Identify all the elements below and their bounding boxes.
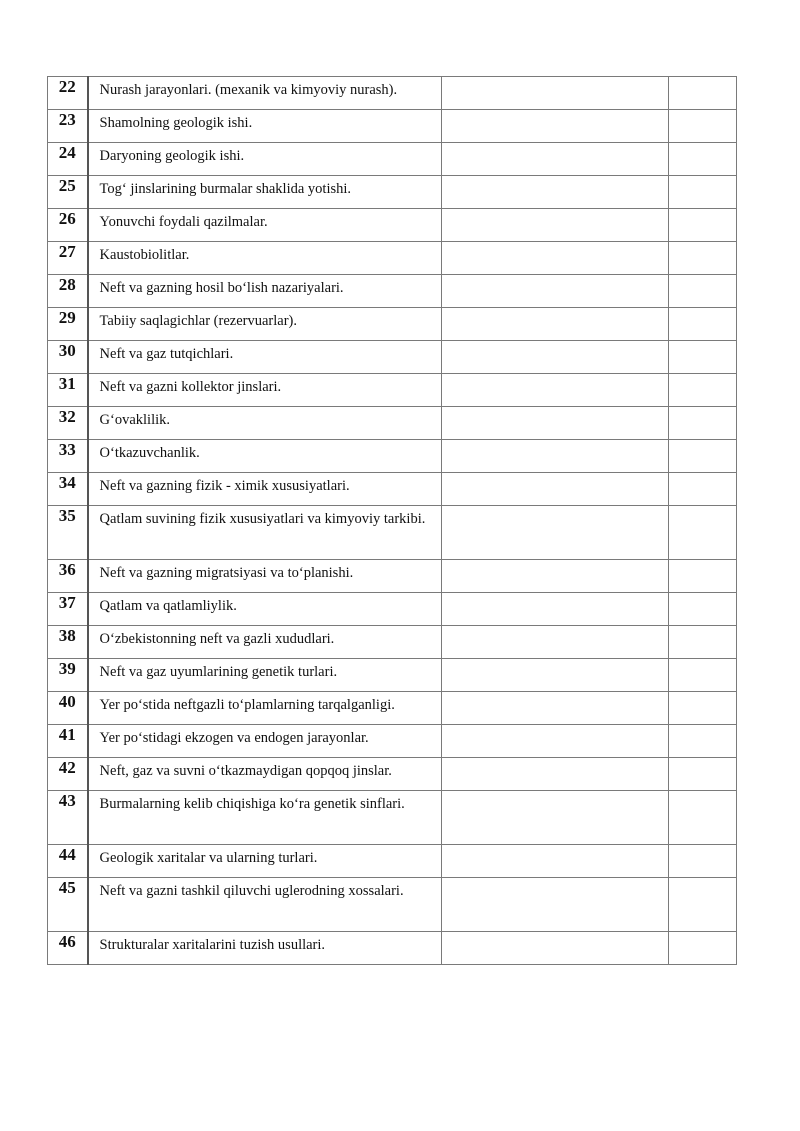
empty-cell: [441, 758, 668, 791]
empty-cell: [668, 176, 736, 209]
table-row: [48, 407, 737, 440]
empty-cell: [441, 440, 668, 473]
row-number: 35: [48, 506, 88, 560]
table-row: [48, 77, 737, 110]
row-number: 44: [48, 845, 88, 878]
topic-text: Neft va gaz tutqichlari.: [88, 341, 442, 374]
row-number: 34: [48, 473, 88, 506]
row-number: 41: [48, 725, 88, 758]
empty-cell: [441, 659, 668, 692]
empty-cell: [668, 878, 736, 932]
row-number: 32: [48, 407, 88, 440]
empty-cell: [441, 341, 668, 374]
empty-cell: [441, 308, 668, 341]
empty-cell: [668, 143, 736, 176]
table-row: [48, 209, 737, 242]
topic-text: Tabiiy saqlagichlar (rezervuarlar).: [88, 308, 442, 341]
row-number: 40: [48, 692, 88, 725]
topic-text: Kaustobiolitlar.: [88, 242, 442, 275]
empty-cell: [668, 308, 736, 341]
topic-text: Burmalarning kelib chiqishiga ko‘ra genetik sinflari.: [88, 791, 442, 845]
empty-cell: [441, 593, 668, 626]
table-row: [48, 659, 737, 692]
table-row: [48, 506, 737, 560]
row-number: 45: [48, 878, 88, 932]
topic-text: Daryoning geologik ishi.: [88, 143, 442, 176]
row-number: 38: [48, 626, 88, 659]
table-row: [48, 242, 737, 275]
empty-cell: [441, 407, 668, 440]
row-number: 36: [48, 560, 88, 593]
topic-text: Neft va gazning migratsiyasi va to‘planishi.: [88, 560, 442, 593]
empty-cell: [668, 209, 736, 242]
row-number: 43: [48, 791, 88, 845]
topic-text: Yonuvchi foydali qazilmalar.: [88, 209, 442, 242]
empty-cell: [441, 725, 668, 758]
table-row: [48, 845, 737, 878]
topic-text: Neft va gazni tashkil qiluvchi uglerodning xossalari.: [88, 878, 442, 932]
row-number: 24: [48, 143, 88, 176]
table-row: [48, 692, 737, 725]
table-row: [48, 275, 737, 308]
empty-cell: [668, 791, 736, 845]
topic-text: Neft va gazning fizik - ximik xususiyatlari.: [88, 473, 442, 506]
empty-cell: [441, 560, 668, 593]
topics-table: [47, 76, 737, 965]
empty-cell: [668, 593, 736, 626]
row-number: 23: [48, 110, 88, 143]
empty-cell: [441, 473, 668, 506]
empty-cell: [441, 176, 668, 209]
row-number: 25: [48, 176, 88, 209]
row-number: 46: [48, 932, 88, 965]
empty-cell: [441, 878, 668, 932]
topic-text: O‘tkazuvchanlik.: [88, 440, 442, 473]
empty-cell: [668, 506, 736, 560]
table-row: [48, 560, 737, 593]
empty-cell: [668, 473, 736, 506]
topic-text: Nurash jarayonlari. (mexanik va kimyoviy nurash).: [88, 77, 442, 110]
topic-text: G‘ovaklilik.: [88, 407, 442, 440]
empty-cell: [668, 374, 736, 407]
row-number: 22: [48, 77, 88, 110]
empty-cell: [441, 77, 668, 110]
empty-cell: [441, 209, 668, 242]
table-row: [48, 341, 737, 374]
table-row: [48, 374, 737, 407]
empty-cell: [668, 560, 736, 593]
empty-cell: [668, 659, 736, 692]
empty-cell: [441, 932, 668, 965]
topic-text: Neft va gaz uyumlarining genetik turlari.: [88, 659, 442, 692]
empty-cell: [668, 692, 736, 725]
table-row: [48, 593, 737, 626]
topic-text: Neft, gaz va suvni o‘tkazmaydigan qopqoq jinslar.: [88, 758, 442, 791]
topic-text: Yer po‘stidagi ekzogen va endogen jarayonlar.: [88, 725, 442, 758]
row-number: 42: [48, 758, 88, 791]
row-number: 39: [48, 659, 88, 692]
empty-cell: [668, 845, 736, 878]
topic-text: O‘zbekistonning neft va gazli xududlari.: [88, 626, 442, 659]
row-number: 33: [48, 440, 88, 473]
table-row: [48, 791, 737, 845]
empty-cell: [441, 275, 668, 308]
topic-text: Strukturalar xaritalarini tuzish usullari.: [88, 932, 442, 965]
topic-text: Qatlam suvining fizik xususiyatlari va kimyoviy tarkibi.: [88, 506, 442, 560]
topic-text: Geologik xaritalar va ularning turlari.: [88, 845, 442, 878]
table-row: [48, 308, 737, 341]
empty-cell: [668, 626, 736, 659]
empty-cell: [441, 110, 668, 143]
table-row: [48, 110, 737, 143]
empty-cell: [668, 110, 736, 143]
topic-text: Tog‘ jinslarining burmalar shaklida yotishi.: [88, 176, 442, 209]
empty-cell: [668, 440, 736, 473]
table-row: [48, 143, 737, 176]
table-row: [48, 626, 737, 659]
empty-cell: [441, 626, 668, 659]
table-row: [48, 176, 737, 209]
empty-cell: [668, 77, 736, 110]
empty-cell: [668, 932, 736, 965]
topic-text: Yer po‘stida neftgazli to‘plamlarning tarqalganligi.: [88, 692, 442, 725]
topic-text: Shamolning geologik ishi.: [88, 110, 442, 143]
empty-cell: [668, 725, 736, 758]
empty-cell: [441, 845, 668, 878]
table-row: [48, 932, 737, 965]
topic-text: Neft va gazni kollektor jinslari.: [88, 374, 442, 407]
table-row: [48, 878, 737, 932]
empty-cell: [441, 506, 668, 560]
empty-cell: [441, 242, 668, 275]
row-number: 26: [48, 209, 88, 242]
row-number: 37: [48, 593, 88, 626]
empty-cell: [668, 242, 736, 275]
empty-cell: [441, 374, 668, 407]
empty-cell: [668, 341, 736, 374]
table-row: [48, 758, 737, 791]
empty-cell: [668, 407, 736, 440]
empty-cell: [441, 791, 668, 845]
row-number: 28: [48, 275, 88, 308]
topic-text: Neft va gazning hosil bo‘lish nazariyalari.: [88, 275, 442, 308]
topic-text: Qatlam va qatlamliylik.: [88, 593, 442, 626]
row-number: 31: [48, 374, 88, 407]
table-row: [48, 473, 737, 506]
empty-cell: [441, 143, 668, 176]
row-number: 30: [48, 341, 88, 374]
table-row: [48, 440, 737, 473]
empty-cell: [668, 758, 736, 791]
row-number: 27: [48, 242, 88, 275]
table-row: [48, 725, 737, 758]
empty-cell: [441, 692, 668, 725]
empty-cell: [668, 275, 736, 308]
row-number: 29: [48, 308, 88, 341]
